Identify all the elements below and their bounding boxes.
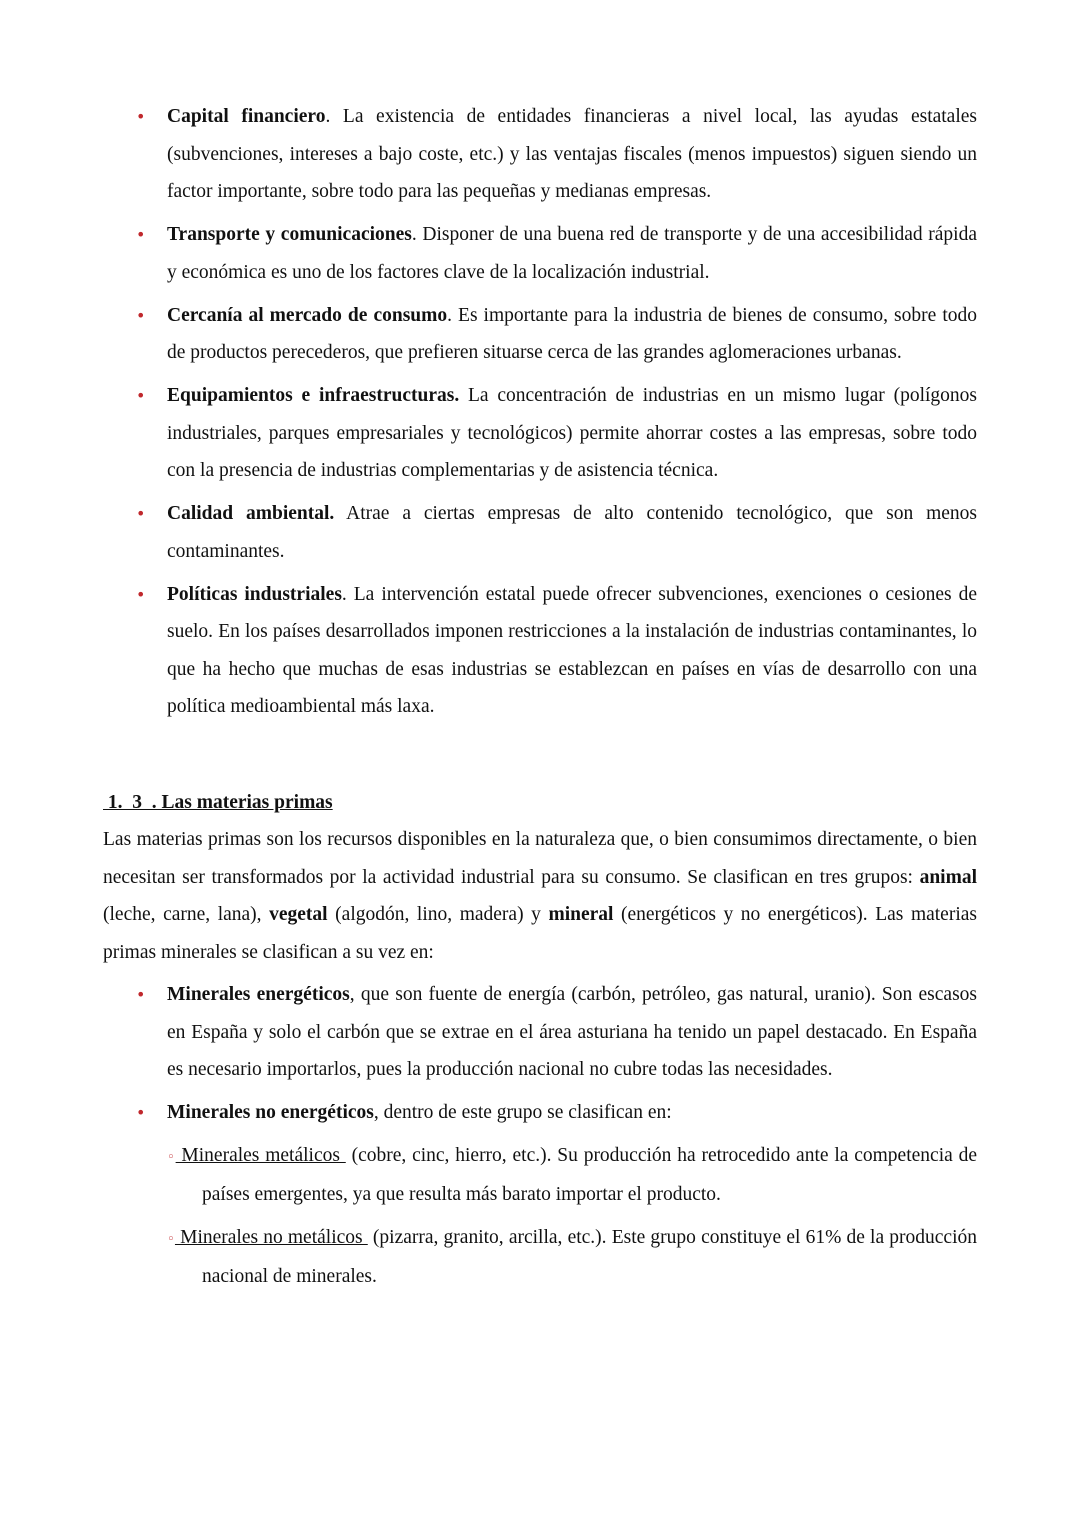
item-text: . Es importante para la industria de bienes de consumo, sobre todo de productos perecederos, que prefieren situarse cerca de las grandes aglomeraciones urbanas. xyxy=(167,304,977,363)
section-heading: 1. 3 . Las materias primas xyxy=(103,791,333,813)
item-term: Cercanía al mercado de consumo xyxy=(167,304,448,326)
item-text: . La intervención estatal puede ofrecer subvenciones, exenciones o cesiones de suelo. En los países desarrollados imponen restricciones a la instalación de industrias contaminantes, lo que ha hecho que muchas de esas industrias se establezcan en países en vías de desarrollo con una política medioambiental más laxa. xyxy=(167,583,977,717)
item-text: . La existencia de entidades financieras a nivel local, las ayudas estatales (subvenciones, intereses a bajo coste, etc.) y las ventajas fiscales (menos impuestos) siguen siendo un factor importante, sobre todo para las pequeñas y medianas empresas. xyxy=(167,106,977,202)
sub-item-text: (pizarra, granito, arcilla, etc.). Este grupo constituye el 61% de la producción nacional de minerales. xyxy=(202,1226,977,1287)
item-text: , que son fuente de energía (carbón, petróleo, gas natural, uranio). Son escasos en España y solo el carbón que se extrae en el área asturiana ha tenido un papel destacado. En España es necesario importarlos, pues la producción nacional no cubre todas las necesidades. xyxy=(167,984,977,1080)
sub-item-term: Minerales metálicos xyxy=(175,1144,346,1166)
item-term: Calidad ambiental. xyxy=(167,503,335,524)
location-factors-list xyxy=(103,98,977,726)
list-item xyxy=(103,495,977,570)
sub-item-text: (cobre, cinc, hierro, etc.). Su producción ha retrocedido ante la competencia de países emergentes, ya que resulta más barato importar el producto. xyxy=(202,1144,977,1205)
item-text: . Disponer de una buena red de transporte y de una accesibilidad rápida y económica es uno de los factores clave de la localización industrial. xyxy=(167,224,978,283)
item-term: Políticas industriales xyxy=(167,583,342,605)
keyword-vegetal: vegetal xyxy=(269,904,328,925)
list-item xyxy=(103,216,977,291)
intro-text: (energéticos y no energéticos). Las materias primas minerales se clasifican a su vez en: xyxy=(103,904,977,963)
intro-text: (algodón, lino, madera) y xyxy=(327,904,549,925)
item-text: , dentro de este grupo se clasifican en: xyxy=(373,1102,672,1123)
list-item xyxy=(103,576,977,726)
sub-item-term: Minerales no metálicos xyxy=(174,1226,368,1248)
list-item xyxy=(103,377,977,490)
bullet-icon: • xyxy=(136,225,146,244)
minerals-list xyxy=(103,976,977,1296)
document-page xyxy=(103,98,977,1301)
section-intro-paragraph xyxy=(103,821,977,971)
item-term: Equipamientos e infraestructuras. xyxy=(167,385,460,406)
item-text: La concentración de industrias en un mismo lugar (polígonos industriales, parques empresariales y tecnológicos) permite ahorrar costes a las empresas, sobre todo con la presencia de industrias complementarias y de asistencia técnica. xyxy=(167,385,978,481)
non-energy-minerals-sublist xyxy=(167,1137,977,1296)
item-term: Minerales energéticos xyxy=(167,984,350,1005)
bullet-icon: • xyxy=(136,504,146,523)
list-item xyxy=(103,976,977,1089)
list-item xyxy=(103,1094,977,1296)
keyword-animal: animal xyxy=(919,866,977,888)
item-term: Minerales no energéticos xyxy=(167,1102,374,1123)
keyword-mineral: mineral xyxy=(548,904,614,925)
item-text: Atrae a ciertas empresas de alto contenido tecnológico, que son menos contaminantes. xyxy=(167,503,977,562)
list-item xyxy=(103,98,977,211)
item-term: Transporte y comunicaciones xyxy=(167,224,412,245)
bullet-icon: • xyxy=(136,386,146,405)
bullet-icon: • xyxy=(136,985,146,1004)
hollow-bullet-icon: ◦ xyxy=(167,1231,175,1247)
list-item xyxy=(103,297,977,372)
bullet-icon: • xyxy=(136,1103,146,1122)
bullet-icon: • xyxy=(136,584,146,604)
item-term: Capital financiero xyxy=(167,106,326,127)
intro-text: Las materias primas son los recursos disponibles en la naturaleza que, o bien consumimos directamente, o bien necesitan ser transformados por la actividad industrial para su consumo. Se clasifican en tres grupos: xyxy=(103,829,977,888)
hollow-bullet-icon: ◦ xyxy=(167,1149,176,1165)
sub-list-item xyxy=(167,1219,977,1296)
sub-list-item xyxy=(167,1137,977,1214)
bullet-icon: • xyxy=(136,107,146,126)
intro-text: (leche, carne, lana), xyxy=(103,904,270,925)
bullet-icon: • xyxy=(136,305,146,325)
